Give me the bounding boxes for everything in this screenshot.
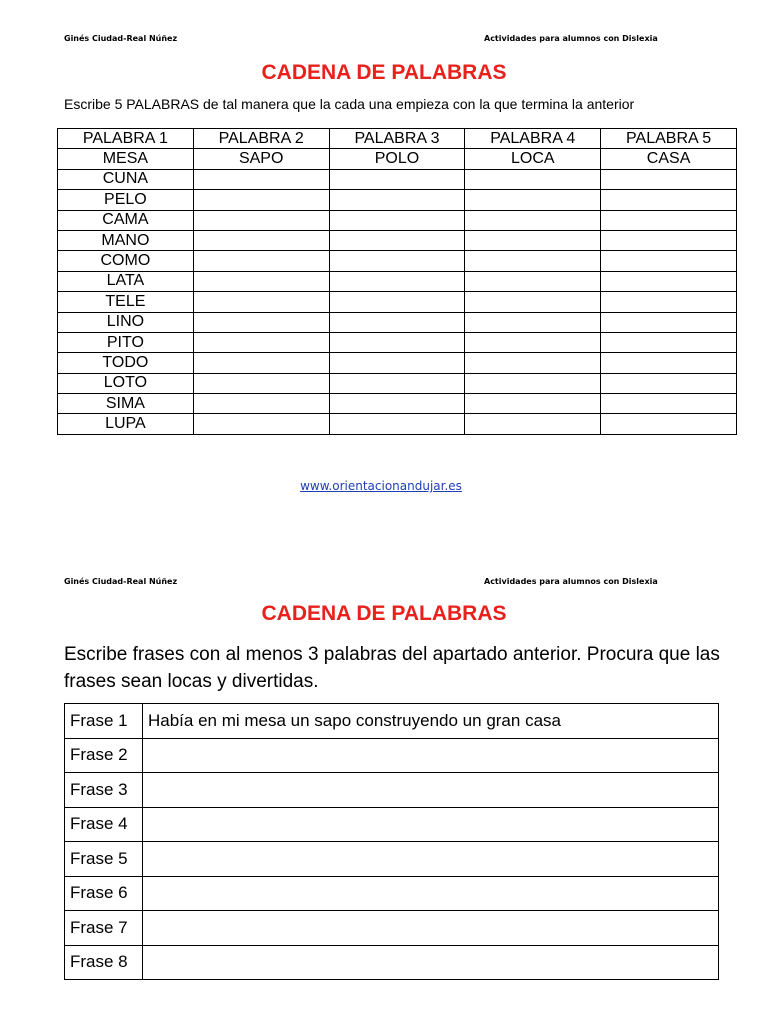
word-cell[interactable] (465, 292, 601, 312)
sentence-label: Frase 6 (65, 876, 143, 911)
sentence-label: Frase 8 (65, 945, 143, 980)
sentence-row (65, 738, 719, 773)
word-cell[interactable] (601, 190, 737, 210)
sentence-label: Frase 5 (65, 842, 143, 877)
word-cell[interactable]: LOCA (465, 149, 601, 169)
word-cell[interactable] (465, 271, 601, 291)
table-row (58, 210, 737, 230)
sentence-text-cell[interactable]: Había en mi mesa un sapo construyendo un gran casa (143, 704, 719, 739)
word-cell[interactable] (465, 394, 601, 414)
word-cell[interactable] (329, 292, 465, 312)
instruction-text-page2: Escribe frases con al menos 3 palabras del apartado anterior. Procura que las frases sean locas y divertidas. (64, 644, 720, 692)
word-cell[interactable] (601, 312, 737, 332)
table-row (58, 292, 737, 312)
word-cell[interactable] (193, 292, 329, 312)
word-cell[interactable] (601, 292, 737, 312)
starting-word-cell: MANO (58, 230, 194, 250)
word-chain-table (57, 128, 737, 435)
sentence-label: Frase 3 (65, 773, 143, 808)
word-cell[interactable] (465, 190, 601, 210)
word-cell[interactable]: CASA (601, 149, 737, 169)
word-cell[interactable] (193, 210, 329, 230)
starting-word-cell: PITO (58, 332, 194, 352)
sentence-label: Frase 7 (65, 911, 143, 946)
sentence-row (65, 911, 719, 946)
word-cell[interactable] (465, 414, 601, 434)
header-author: Ginés Ciudad-Real Núñez (64, 34, 178, 43)
table-row (58, 312, 737, 332)
word-cell[interactable] (465, 230, 601, 250)
word-cell[interactable] (329, 271, 465, 291)
starting-word-cell: LATA (58, 271, 194, 291)
header-author-page2: Ginés Ciudad-Real Núñez (64, 577, 178, 586)
word-cell[interactable] (193, 251, 329, 271)
column-header: PALABRA 1 (58, 129, 194, 149)
word-cell[interactable] (329, 353, 465, 373)
starting-word-cell: SIMA (58, 394, 194, 414)
word-cell[interactable] (601, 373, 737, 393)
table-row (58, 190, 737, 210)
word-cell[interactable] (193, 169, 329, 189)
table-row (58, 414, 737, 434)
word-cell[interactable] (193, 190, 329, 210)
header-subtitle-page2: Actividades para alumnos con Dislexia (484, 577, 658, 586)
table-row (58, 230, 737, 250)
word-cell[interactable] (193, 373, 329, 393)
table-row (58, 251, 737, 271)
word-cell[interactable] (193, 414, 329, 434)
word-cell[interactable] (601, 353, 737, 373)
table-row (58, 373, 737, 393)
starting-word-cell: PELO (58, 190, 194, 210)
sentences-table (64, 703, 719, 980)
word-cell[interactable] (329, 251, 465, 271)
sentence-row (65, 842, 719, 877)
sentence-text-cell[interactable] (143, 842, 719, 877)
word-cell[interactable] (465, 312, 601, 332)
word-cell[interactable] (193, 353, 329, 373)
sentence-label: Frase 2 (65, 738, 143, 773)
header-subtitle: Actividades para alumnos con Dislexia (484, 34, 658, 43)
website-link[interactable]: www.orientacionandujar.es (300, 479, 462, 493)
starting-word-cell: MESA (58, 149, 194, 169)
starting-word-cell: CAMA (58, 210, 194, 230)
sentence-label: Frase 4 (65, 807, 143, 842)
word-cell[interactable] (601, 271, 737, 291)
starting-word-cell: LOTO (58, 373, 194, 393)
word-cell[interactable] (465, 169, 601, 189)
starting-word-cell: LUPA (58, 414, 194, 434)
word-cell[interactable] (465, 353, 601, 373)
table-row (58, 169, 737, 189)
sentence-label: Frase 1 (65, 704, 143, 739)
sentence-text-cell[interactable] (143, 945, 719, 980)
starting-word-cell: TELE (58, 292, 194, 312)
word-cell[interactable] (329, 169, 465, 189)
word-cell[interactable]: POLO (329, 149, 465, 169)
word-cell[interactable] (601, 230, 737, 250)
starting-word-cell: LINO (58, 312, 194, 332)
word-cell[interactable] (601, 169, 737, 189)
starting-word-cell: CUNA (58, 169, 194, 189)
starting-word-cell: COMO (58, 251, 194, 271)
table-row (58, 353, 737, 373)
word-cell[interactable] (193, 394, 329, 414)
word-cell[interactable] (601, 251, 737, 271)
word-cell[interactable] (601, 414, 737, 434)
word-cell[interactable] (329, 414, 465, 434)
word-cell[interactable] (193, 332, 329, 352)
word-cell[interactable] (601, 394, 737, 414)
table-row (58, 394, 737, 414)
word-cell[interactable] (329, 230, 465, 250)
column-header: PALABRA 3 (329, 129, 465, 149)
sentence-text-cell[interactable] (143, 911, 719, 946)
sentence-row (65, 876, 719, 911)
page-title-page2: CADENA DE PALABRAS (261, 602, 507, 625)
word-cell[interactable] (329, 373, 465, 393)
word-cell[interactable] (601, 210, 737, 230)
sentence-text-cell[interactable] (143, 738, 719, 773)
word-cell[interactable] (329, 312, 465, 332)
sentence-text-cell[interactable] (143, 773, 719, 808)
column-header: PALABRA 4 (465, 129, 601, 149)
instruction-text: Escribe 5 PALABRAS de tal manera que la cada una empieza con la que termina la anterior (64, 96, 635, 112)
word-cell[interactable] (329, 190, 465, 210)
word-cell[interactable] (193, 230, 329, 250)
word-cell[interactable] (329, 210, 465, 230)
sentence-row (65, 945, 719, 980)
word-cell[interactable] (465, 251, 601, 271)
word-cell[interactable] (193, 312, 329, 332)
word-cell[interactable] (193, 271, 329, 291)
word-cell[interactable] (465, 332, 601, 352)
page-title: CADENA DE PALABRAS (261, 61, 507, 84)
table-row (58, 332, 737, 352)
word-cell[interactable] (465, 210, 601, 230)
sentence-row (65, 773, 719, 808)
sentence-row (65, 807, 719, 842)
word-cell[interactable] (329, 332, 465, 352)
sentence-text-cell[interactable] (143, 807, 719, 842)
starting-word-cell: TODO (58, 353, 194, 373)
word-cell[interactable] (329, 394, 465, 414)
column-header: PALABRA 2 (193, 129, 329, 149)
table-row (58, 271, 737, 291)
word-cell[interactable] (465, 373, 601, 393)
table-row (58, 149, 737, 169)
word-cell[interactable] (601, 332, 737, 352)
sentence-text-cell[interactable] (143, 876, 719, 911)
column-header: PALABRA 5 (601, 129, 737, 149)
word-cell[interactable]: SAPO (193, 149, 329, 169)
sentence-row (65, 704, 719, 739)
